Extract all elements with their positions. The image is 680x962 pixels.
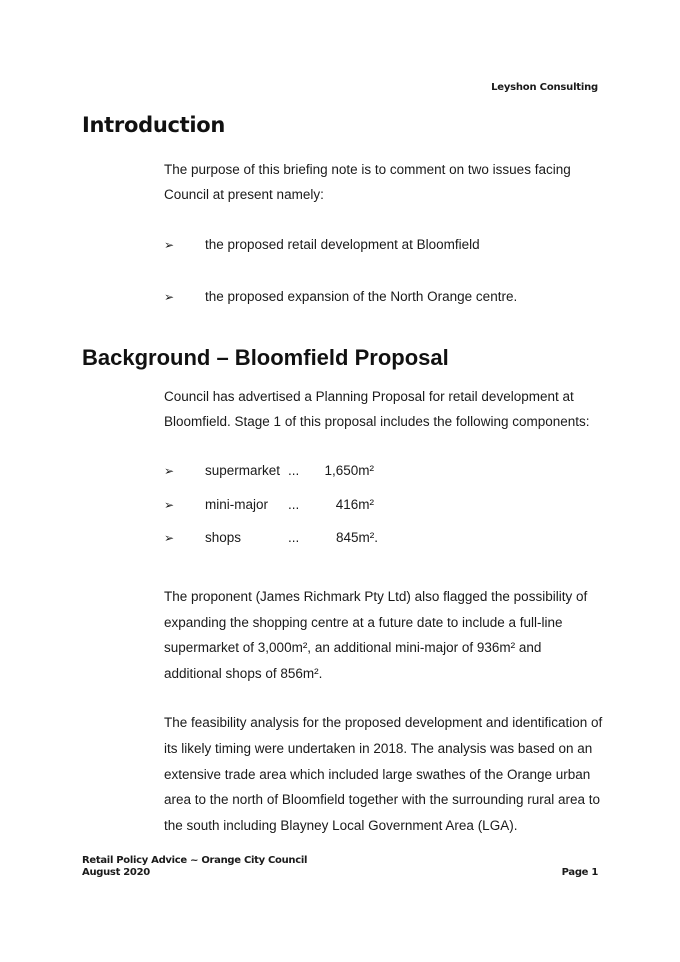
component-name: shops	[205, 530, 242, 545]
background-paragraph-line: Bloomfield. Stage 1 of this proposal includes the following components:	[164, 414, 590, 429]
background-paragraph-line: extensive trade area which included large swathes of the Orange urban	[164, 767, 591, 782]
background-paragraph-line: Council has advertised a Planning Proposal for retail development at	[164, 389, 574, 404]
component-area: 845m².	[335, 530, 378, 545]
component-leader-dots: ...	[288, 497, 300, 512]
page-footer	[82, 855, 598, 879]
background-paragraph-line: the south including Blayney Local Government Area (LGA).	[164, 818, 518, 833]
arrow-bullet-icon: ➢	[164, 238, 175, 252]
component-leader-dots: ...	[288, 463, 300, 478]
component-leader-dots: ...	[288, 530, 300, 545]
footer-document-title: Retail Policy Advice ~ Orange City Council	[82, 855, 308, 866]
component-name: supermarket	[205, 463, 281, 478]
arrow-bullet-icon: ➢	[164, 531, 175, 545]
arrow-bullet-icon: ➢	[164, 290, 175, 304]
introduction-paragraph-line: Council at present namely:	[164, 187, 324, 202]
introduction-paragraph-line: The purpose of this briefing note is to comment on two issues facing	[164, 162, 571, 177]
background-heading: Background – Bloomfield Proposal	[82, 345, 449, 370]
arrow-bullet-icon: ➢	[164, 498, 175, 512]
arrow-bullet-icon: ➢	[164, 464, 175, 478]
component-area: 1,650m²	[324, 463, 374, 478]
background-paragraph-line: The feasibility analysis for the proposed development and identification of	[164, 715, 603, 730]
list-item-text: the proposed retail development at Bloomfield	[205, 237, 480, 252]
background-paragraph-line: area to the north of Bloomfield together with the surrounding rural area to	[164, 792, 601, 807]
list-item-text: the proposed expansion of the North Orange centre.	[205, 289, 518, 304]
background-paragraph-line: expanding the shopping centre at a future date to include a full-line	[164, 615, 563, 630]
background-paragraph-line: The proponent (James Richmark Pty Ltd) also flagged the possibility of	[164, 589, 588, 604]
page-header-company: Leyshon Consulting	[491, 82, 598, 93]
component-name: mini-major	[205, 497, 269, 512]
background-paragraph-line: additional shops of 856m².	[164, 666, 323, 681]
background-paragraph-line: supermarket of 3,000m², an additional mini-major of 936m² and	[164, 640, 542, 655]
background-paragraph-line: its likely timing were undertaken in 2018. The analysis was based on an	[164, 741, 593, 756]
footer-page-number: Page 1	[561, 867, 598, 878]
component-area: 416m²	[335, 497, 374, 512]
introduction-heading: Introduction	[82, 113, 226, 137]
footer-date: August 2020	[82, 867, 150, 878]
